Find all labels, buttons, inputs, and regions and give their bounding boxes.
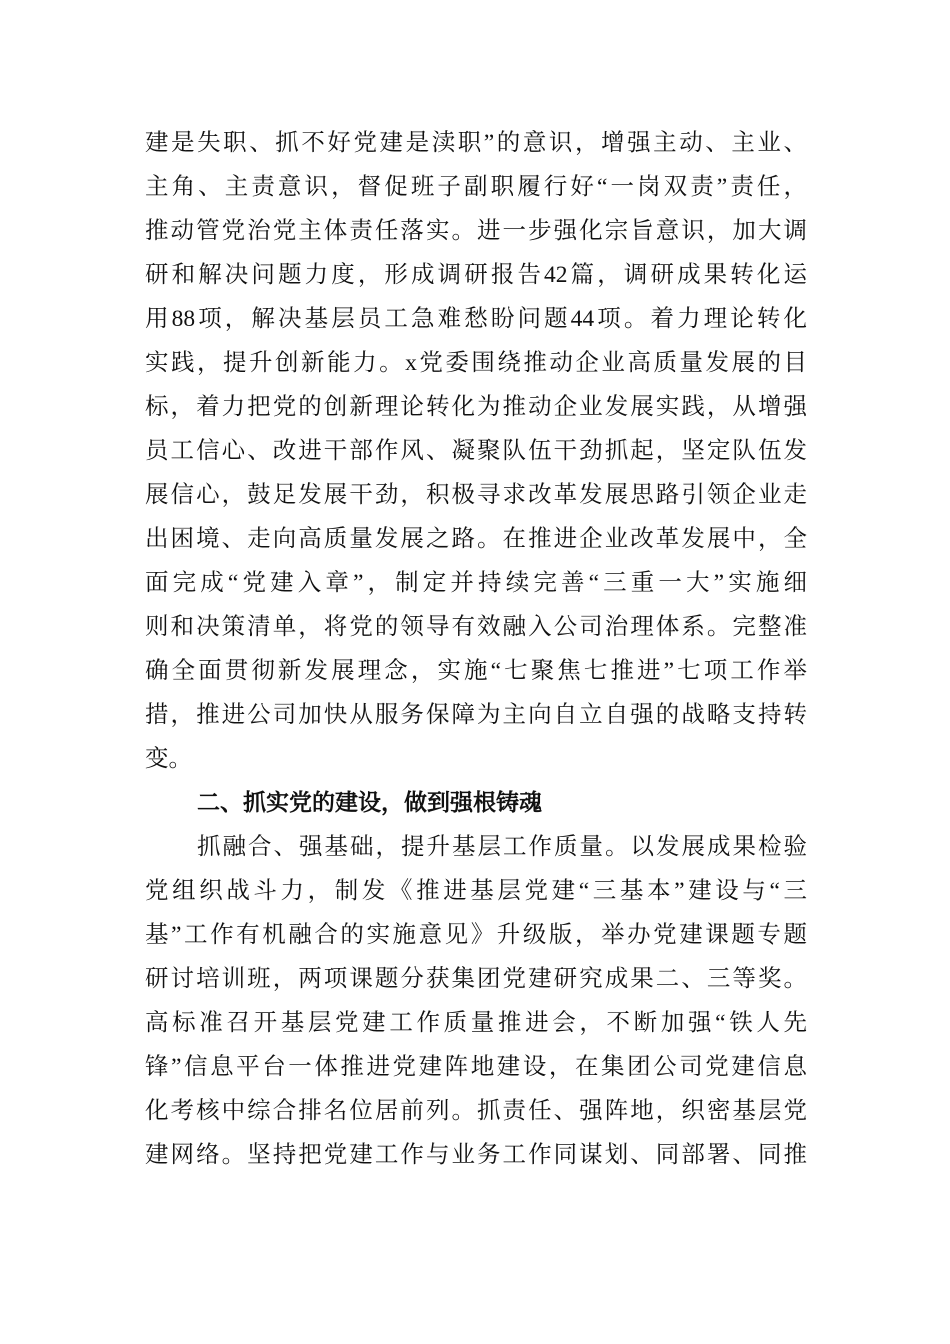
text-line: 建网络。坚持把党建工作与业务工作同谋划、同部署、同推 xyxy=(145,1142,807,1168)
text-line: 化考核中综合排名位居前列。抓责任、强阵地，织密基层党 xyxy=(145,1098,807,1124)
text-line: 措，推进公司加快从服务保障为主向自立自强的战略支持转 xyxy=(145,702,807,728)
text-line: 基”工作有机融合的实施意见》升级版，举办党建课题专题 xyxy=(145,922,807,948)
text-line: 研和解决问题力度，形成调研报告42篇，调研成果转化运 xyxy=(145,262,807,288)
text-line: 实践，提升创新能力。x党委围绕推动企业高质量发展的目 xyxy=(145,350,807,376)
text-line: 出困境、走向高质量发展之路。在推进企业改革发展中，全 xyxy=(145,526,807,552)
text-line: 面完成“党建入章”，制定并持续完善“三重一大”实施细 xyxy=(145,570,807,596)
text-line: 锋”信息平台一体推进党建阵地建设，在集团公司党建信息 xyxy=(145,1054,807,1080)
text-line: 研讨培训班，两项课题分获集团党建研究成果二、三等奖。 xyxy=(145,966,807,992)
text-line: 则和决策清单，将党的领导有效融入公司治理体系。完整准 xyxy=(145,614,807,640)
text-line: 高标准召开基层党建工作质量推进会，不断加强“铁人先 xyxy=(145,1010,807,1036)
text-line: 展信心，鼓足发展干劲，积极寻求改革发展思路引领企业走 xyxy=(145,482,807,508)
paragraph xyxy=(145,121,807,781)
text-line: 党组织战斗力，制发《推进基层党建“三基本”建设与“三 xyxy=(145,878,807,904)
paragraph xyxy=(145,825,807,1177)
text-line: 建是失职、抓不好党建是渎职”的意识，增强主动、主业、 xyxy=(145,130,807,156)
text-line: 主角、主责意识，督促班子副职履行好“一岗双责”责任， xyxy=(145,174,807,200)
text-line: 确全面贯彻新发展理念，实施“七聚焦七推进”七项工作举 xyxy=(145,658,807,684)
text-line: 推动管党治党主体责任落实。进一步强化宗旨意识，加大调 xyxy=(145,218,807,244)
text-line: 标，着力把党的创新理论转化为推动企业发展实践，从增强 xyxy=(145,394,807,420)
document-page xyxy=(145,121,807,1177)
text-line: 用88项，解决基层员工急难愁盼问题44项。着力理论转化 xyxy=(145,306,807,332)
text-line: 员工信心、改进干部作风、凝聚队伍干劲抓起，坚定队伍发 xyxy=(145,438,807,464)
section-heading: 二、抓实党的建设，做到强根铸魂 xyxy=(197,790,542,816)
text-line: 变。 xyxy=(145,746,192,772)
text-line: 抓融合、强基础，提升基层工作质量。以发展成果检验 xyxy=(197,834,807,860)
